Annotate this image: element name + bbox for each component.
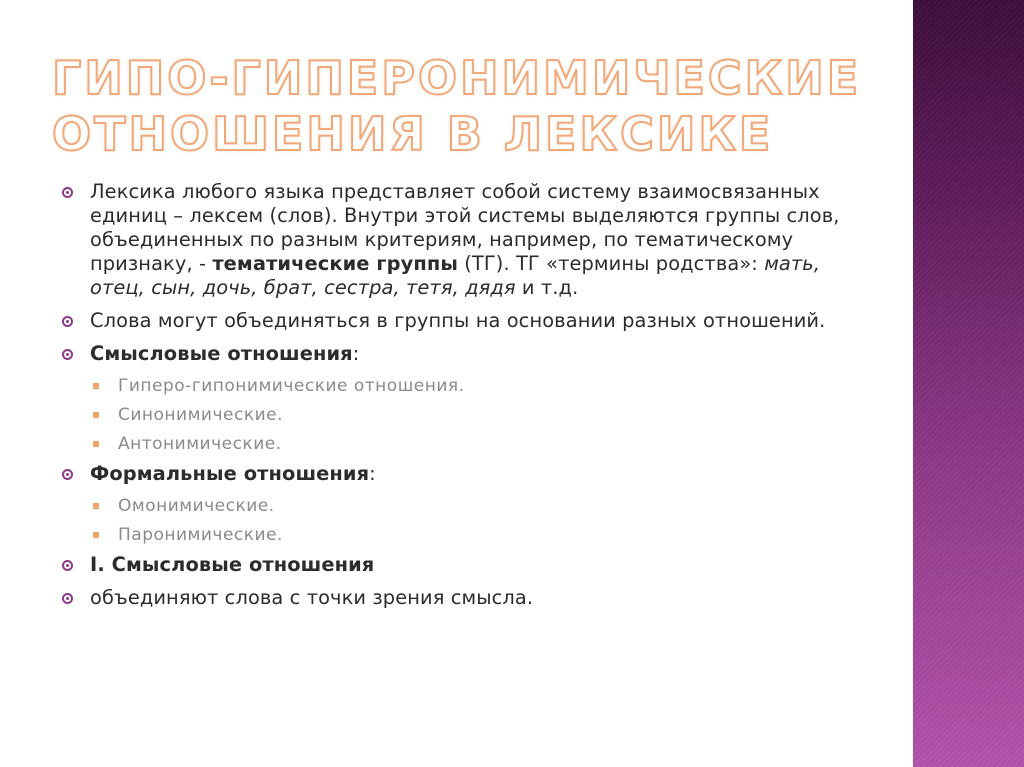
bullet-text: объединяют слова с точки зрения смысла. — [90, 586, 534, 609]
sub-list-formal — [60, 495, 850, 546]
bold-heading: Смысловые отношения — [90, 342, 353, 365]
bold-heading: I. Смысловые отношения — [90, 553, 375, 576]
circle-bullet-icon — [62, 469, 73, 480]
sub-item — [60, 524, 850, 546]
circle-bullet-icon — [62, 560, 73, 571]
square-bullet-icon — [93, 441, 99, 447]
square-bullet-icon — [93, 532, 99, 538]
bullet-text: Лексика любого языка представляет собой систему взаимосвязанных единиц – лексем (слов). Внутри этой системы выделяются группы слов, объединенных по разным критериям, например, по тематическому признаку, - — [90, 180, 840, 275]
bullet-suffix: : — [369, 462, 376, 485]
circle-bullet-icon — [62, 349, 73, 360]
sub-item-text: Паронимические. — [118, 525, 283, 545]
sub-item-text: Омонимические. — [118, 496, 275, 516]
circle-bullet-icon — [62, 187, 73, 198]
sub-item-text: Синонимические. — [118, 405, 283, 425]
decorative-side-band — [913, 0, 1024, 767]
square-bullet-icon — [93, 412, 99, 418]
sub-list-container — [60, 495, 850, 546]
sub-item — [60, 433, 850, 455]
bold-term: тематические группы — [212, 252, 458, 275]
circle-bullet-icon — [62, 593, 73, 604]
bullet-text: Слова могут объединяться в группы на основании разных отношений. — [90, 309, 826, 332]
sub-list-semantic — [60, 375, 850, 455]
sub-item-text: Антонимические. — [118, 434, 282, 454]
bullet-item-formal-relations — [60, 462, 850, 486]
bullet-item-semantic-relations — [60, 342, 850, 366]
sub-item — [60, 375, 850, 397]
square-bullet-icon — [93, 383, 99, 389]
square-bullet-icon — [93, 503, 99, 509]
sub-item — [60, 404, 850, 426]
bullet-list — [60, 180, 850, 619]
bullet-item-meaning — [60, 586, 850, 610]
slide-title — [52, 50, 902, 162]
bullet-text: и т.д. — [515, 276, 579, 299]
bullet-text: (ТГ). ТГ «термины родства»: — [457, 252, 765, 275]
bullet-item-lexicon-system — [60, 180, 850, 300]
bullet-suffix: : — [352, 342, 360, 365]
title-line-2: ОТНОШЕНИЯ В ЛЕКСИКЕ — [52, 107, 774, 161]
bullet-item-semantic-heading — [60, 553, 850, 577]
bullet-item-groups — [60, 309, 850, 333]
circle-bullet-icon — [62, 316, 73, 327]
sub-item-text: Гиперо-гипонимические отношения. — [118, 376, 465, 396]
sub-list-container — [60, 375, 850, 455]
title-line-1: ГИПО-ГИПЕРОНИМИЧЕСКИЕ — [52, 51, 862, 105]
sub-item — [60, 495, 850, 517]
bold-heading: Формальные отношения — [90, 462, 370, 485]
italic-examples: мать, отец, сын, дочь, брат, сестра, тетя, дядя — [90, 252, 821, 299]
